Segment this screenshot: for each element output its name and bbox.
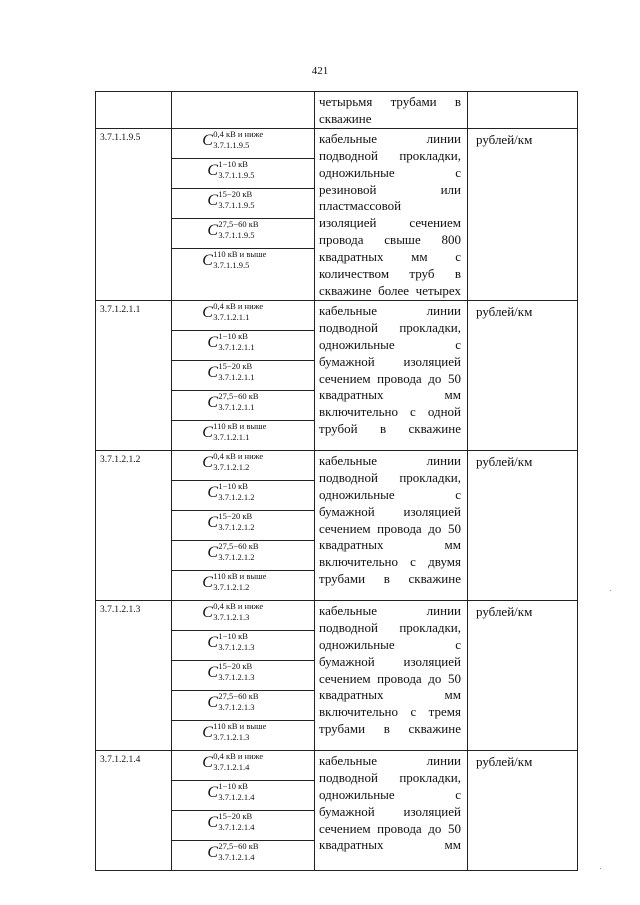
symbol-index: 3.7.1.2.1.1 [218,371,255,382]
voltage-symbol [172,660,314,690]
symbol-letter: С [207,783,219,801]
voltage-symbol [172,188,314,218]
symbol-index: 3.7.1.2.1.3 [218,701,255,712]
voltage-label: 110 кВ и выше [213,570,267,581]
voltage-label: 110 кВ и выше [213,420,267,431]
table-row [96,750,578,870]
table-row-continued [96,92,578,129]
tariff-symbol [207,511,278,535]
symbol-index: 3.7.1.2.1.3 [218,641,255,652]
voltage-label: 27,5−60 кВ [218,840,259,851]
tariff-symbol [207,481,278,505]
voltage-symbol [172,480,314,510]
symbol-letter: С [207,663,219,681]
symbol-letter: С [207,363,219,381]
voltage-symbol [172,390,314,420]
symbol-letter: С [207,693,219,711]
tariff-symbol [202,421,284,445]
voltage-label: 1−10 кВ [218,158,248,169]
tariff-symbol [207,159,278,183]
symbol-index: 3.7.1.1.9.5 [213,259,250,270]
symbol-index: 3.7.1.2.1.1 [218,341,255,352]
symbol-index: 3.7.1.2.1.1 [213,311,250,322]
symbol-index: 3.7.1.2.1.2 [213,581,250,592]
symbol-letter: С [207,221,219,239]
symbol-cell [172,92,315,129]
symbol-letter: С [207,633,219,651]
symbol-index: 3.7.1.2.1.2 [218,491,255,502]
description-cell [315,450,468,600]
description-text: кабельные линии подводной прокладки, одножильные с резиновой или пластмассовой изоляцией сечением провода свыше 800 квадратных мм с количеством труб в скважине более четырех [319,130,461,298]
description-cell [315,128,468,300]
tariff-symbol [207,631,278,655]
tariff-table [95,91,578,871]
row-code: 3.7.1.2.1.2 [96,450,172,600]
tariff-symbol [202,249,284,273]
voltage-symbol [172,330,314,360]
voltage-symbol [172,690,314,720]
voltage-symbols-cell [172,128,315,300]
tariff-symbol [207,691,278,715]
symbol-letter: С [202,603,213,621]
row-code: 3.7.1.1.9.5 [96,128,172,300]
voltage-label: 0,4 кВ и ниже [213,600,264,611]
symbol-letter: С [202,303,213,321]
voltage-label: 27,5−60 кВ [218,390,259,401]
tariff-symbol [207,331,278,355]
description-text: кабельные линии подводной прокладки, одножильные с бумажной изоляцией сечением провода до 50 квадратных мм [319,752,461,853]
voltage-symbol [172,248,314,278]
symbol-letter: С [207,543,219,561]
table-row [96,128,578,300]
symbol-index: 3.7.1.2.1.2 [218,551,255,562]
symbol-letter: С [207,393,219,411]
symbol-letter: С [202,251,213,269]
symbol-letter: С [202,723,213,741]
description-cell [315,300,468,450]
tariff-symbol [207,361,278,385]
voltage-label: 0,4 кВ и ниже [213,750,264,761]
voltage-label: 15−20 кВ [218,810,253,821]
symbol-index: 3.7.1.2.1.2 [218,521,255,532]
table-row [96,300,578,450]
symbol-letter: С [207,483,219,501]
symbol-index: 3.7.1.2.1.3 [213,611,250,622]
voltage-label: 1−10 кВ [218,330,248,341]
tariff-symbol [207,219,278,243]
voltage-symbol [172,840,314,870]
voltage-symbol [172,360,314,390]
symbol-index: 3.7.1.1.9.5 [213,139,250,150]
symbol-letter: С [207,333,219,351]
symbol-index: 3.7.1.2.1.4 [218,791,255,802]
symbol-index: 3.7.1.2.1.3 [213,731,250,742]
unit-cell [468,92,578,129]
row-code: 3.7.1.2.1.3 [96,600,172,750]
tariff-symbol [202,571,284,595]
symbol-index: 3.7.1.2.1.1 [213,431,250,442]
symbol-index: 3.7.1.2.1.4 [218,821,255,832]
tariff-symbol [202,129,284,153]
symbol-letter: С [202,753,213,771]
voltage-label: 15−20 кВ [218,360,253,371]
description-cell [315,600,468,750]
tariff-symbol [207,781,278,805]
symbol-index: 3.7.1.2.1.2 [213,461,250,472]
symbol-letter: С [207,161,219,179]
voltage-symbol [172,129,314,159]
tariff-symbol [207,841,278,865]
voltage-symbols-cell [172,600,315,750]
description-text: кабельные линии подводной прокладки, одножильные с бумажной изоляцией сечением провода до 50 квадратных мм включительно с одной трубой в скважине [319,302,461,437]
unit-cell: рублей/км [468,450,578,600]
voltage-label: 1−10 кВ [218,780,248,791]
table-row [96,450,578,600]
description-text: кабельные линии подводной прокладки, одножильные с бумажной изоляцией сечением провода до 50 квадратных мм включительно с двумя трубами в скважине [319,452,461,587]
tariff-symbol [207,661,278,685]
voltage-label: 15−20 кВ [218,510,253,521]
voltage-symbols-cell [172,450,315,600]
symbol-letter: С [207,191,219,209]
table-row [96,600,578,750]
voltage-label: 110 кВ и выше [213,248,267,259]
voltage-label: 27,5−60 кВ [218,218,259,229]
voltage-symbol [172,301,314,331]
description-text: четырьмя трубами в скважине [319,94,461,126]
voltage-label: 0,4 кВ и ниже [213,450,264,461]
symbol-letter: С [207,813,219,831]
voltage-symbol [172,720,314,750]
tariff-symbol [202,601,284,625]
voltage-symbols-cell [172,300,315,450]
row-code: 3.7.1.2.1.4 [96,750,172,870]
symbol-index: 3.7.1.2.1.4 [213,761,250,772]
voltage-symbol [172,451,314,481]
voltage-symbol [172,751,314,781]
symbol-index: 3.7.1.1.9.5 [218,169,255,180]
unit-cell: рублей/км [468,750,578,870]
symbol-index: 3.7.1.2.1.4 [218,851,255,862]
voltage-label: 15−20 кВ [218,188,253,199]
tariff-symbol [202,451,284,475]
voltage-symbol [172,420,314,450]
description-cell [315,750,468,870]
symbol-index: 3.7.1.1.9.5 [218,199,255,210]
voltage-symbol [172,810,314,840]
scan-mark [610,590,611,591]
tariff-symbol [207,189,278,213]
description-cell [315,92,468,129]
voltage-label: 27,5−60 кВ [218,540,259,551]
voltage-label: 1−10 кВ [218,480,248,491]
symbol-letter: С [207,513,219,531]
tariff-symbol [207,541,278,565]
unit-cell: рублей/км [468,300,578,450]
voltage-label: 1−10 кВ [218,630,248,641]
voltage-symbol [172,570,314,600]
symbol-index: 3.7.1.2.1.1 [218,401,255,412]
tariff-symbol [202,301,284,325]
voltage-symbol [172,510,314,540]
symbol-letter: С [202,423,213,441]
symbol-letter: С [207,843,219,861]
description-text: кабельные линии подводной прокладки, одножильные с бумажной изоляцией сечением провода до 50 квадратных мм включительно с тремя трубами в скважине [319,602,461,737]
voltage-symbol [172,780,314,810]
voltage-label: 0,4 кВ и ниже [213,300,264,311]
code-cell [96,92,172,129]
voltage-label: 110 кВ и выше [213,720,267,731]
voltage-symbol [172,158,314,188]
scan-mark [600,868,601,869]
voltage-label: 27,5−60 кВ [218,690,259,701]
voltage-symbol [172,601,314,631]
symbol-letter: С [202,573,213,591]
voltage-symbol [172,630,314,660]
symbol-index: 3.7.1.2.1.3 [218,671,255,682]
unit-cell: рублей/км [468,600,578,750]
voltage-label: 0,4 кВ и ниже [213,128,264,139]
row-code: 3.7.1.2.1.1 [96,300,172,450]
symbol-index: 3.7.1.1.9.5 [218,229,255,240]
unit-cell: рублей/км [468,128,578,300]
symbol-letter: С [202,131,213,149]
voltage-symbols-cell [172,750,315,870]
symbol-letter: С [202,453,213,471]
tariff-symbol [207,391,278,415]
tariff-symbol [207,811,278,835]
tariff-symbol [202,721,284,745]
page-number: 421 [311,65,329,77]
voltage-symbol [172,218,314,248]
voltage-label: 15−20 кВ [218,660,253,671]
voltage-symbol [172,540,314,570]
tariff-symbol [202,751,284,775]
